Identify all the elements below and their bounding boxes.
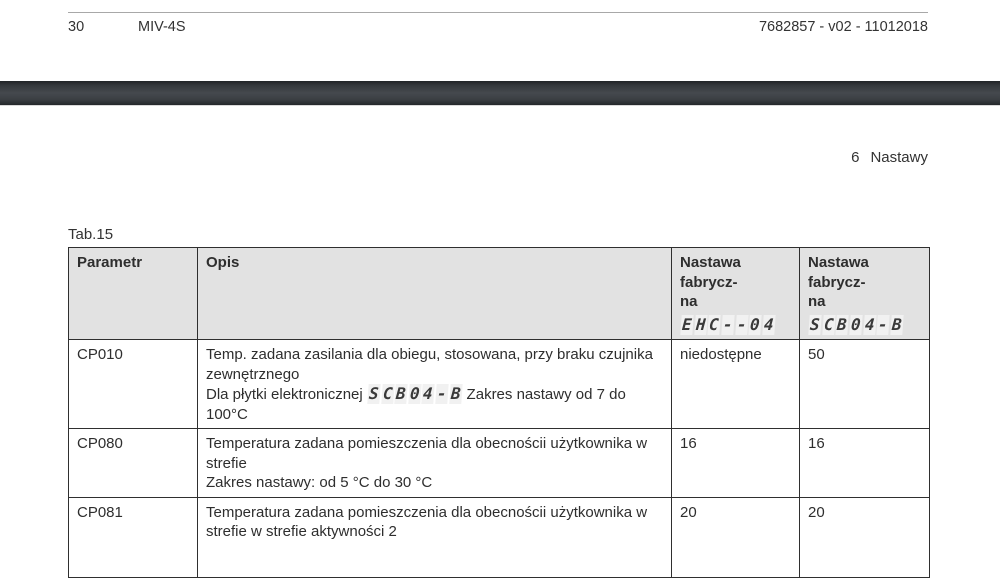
header-parametr: Parametr xyxy=(69,248,198,340)
description-paragraph: Temperatura zadana pomieszczenia dla obecnościi użytkownika w strefie w strefie aktywności 2 xyxy=(206,503,648,540)
previous-page-footer xyxy=(68,12,928,35)
parameters-table xyxy=(68,247,930,578)
param-description xyxy=(198,497,672,577)
param-description xyxy=(198,340,672,429)
header-factory-scb-line1: Nastawa fabrycz- xyxy=(808,254,869,291)
factory-value-ehc: 20 xyxy=(672,497,800,577)
factory-value-ehc: niedostępne xyxy=(672,340,800,429)
parameters-table-wrapper xyxy=(68,247,929,578)
display-text-scb04b: S C B 0 4 - B xyxy=(809,314,903,334)
table-row xyxy=(69,340,930,429)
header-opis: Opis xyxy=(198,248,672,340)
page-number: 30 xyxy=(68,19,85,35)
header-factory-ehc-line1: Nastawa fabrycz- xyxy=(680,254,741,291)
header-factory-ehc-line2: na xyxy=(680,293,698,310)
description-paragraph: Zakres nastawy: od 5 °C do 30 °C xyxy=(206,474,433,491)
document-reference: 7682857 - v02 - 11012018 xyxy=(758,19,928,35)
header-factory-ehc xyxy=(672,248,800,340)
param-code: CP010 xyxy=(69,340,198,429)
param-code: CP081 xyxy=(69,497,198,577)
param-description xyxy=(198,429,672,498)
header-factory-scb-line2: na xyxy=(808,293,826,310)
device-model: MIV-4S xyxy=(138,19,186,35)
description-paragraph: Temp. zadana zasilania dla obiegu, stosowana, przy braku czujnika zewnętrznego xyxy=(206,346,653,383)
display-text-ehc04: E H C - - 0 4 xyxy=(681,314,775,334)
factory-value-scb: 16 xyxy=(800,429,930,498)
section-title: Nastawy xyxy=(870,149,928,166)
table-row xyxy=(69,429,930,498)
table-caption: Tab.15 xyxy=(68,226,114,243)
param-code: CP080 xyxy=(69,429,198,498)
description-paragraph: Dla płytki elektronicznej S C B 0 4 - B Zakres nastawy od 7 do 100°C xyxy=(206,384,626,423)
table-header-row xyxy=(69,248,930,340)
description-paragraph: Temperatura zadana pomieszczenia dla obecnościi użytkownika w strefie xyxy=(206,435,648,472)
section-number: 6 xyxy=(851,149,860,166)
section-heading xyxy=(851,149,928,166)
table-row xyxy=(69,497,930,577)
factory-value-scb: 20 xyxy=(800,497,930,577)
factory-value-ehc: 16 xyxy=(672,429,800,498)
display-text-scb04b-inline: S C B 0 4 - B xyxy=(368,384,462,403)
page-separator-bar xyxy=(0,81,1000,106)
factory-value-scb: 50 xyxy=(800,340,930,429)
header-factory-scb xyxy=(800,248,930,340)
